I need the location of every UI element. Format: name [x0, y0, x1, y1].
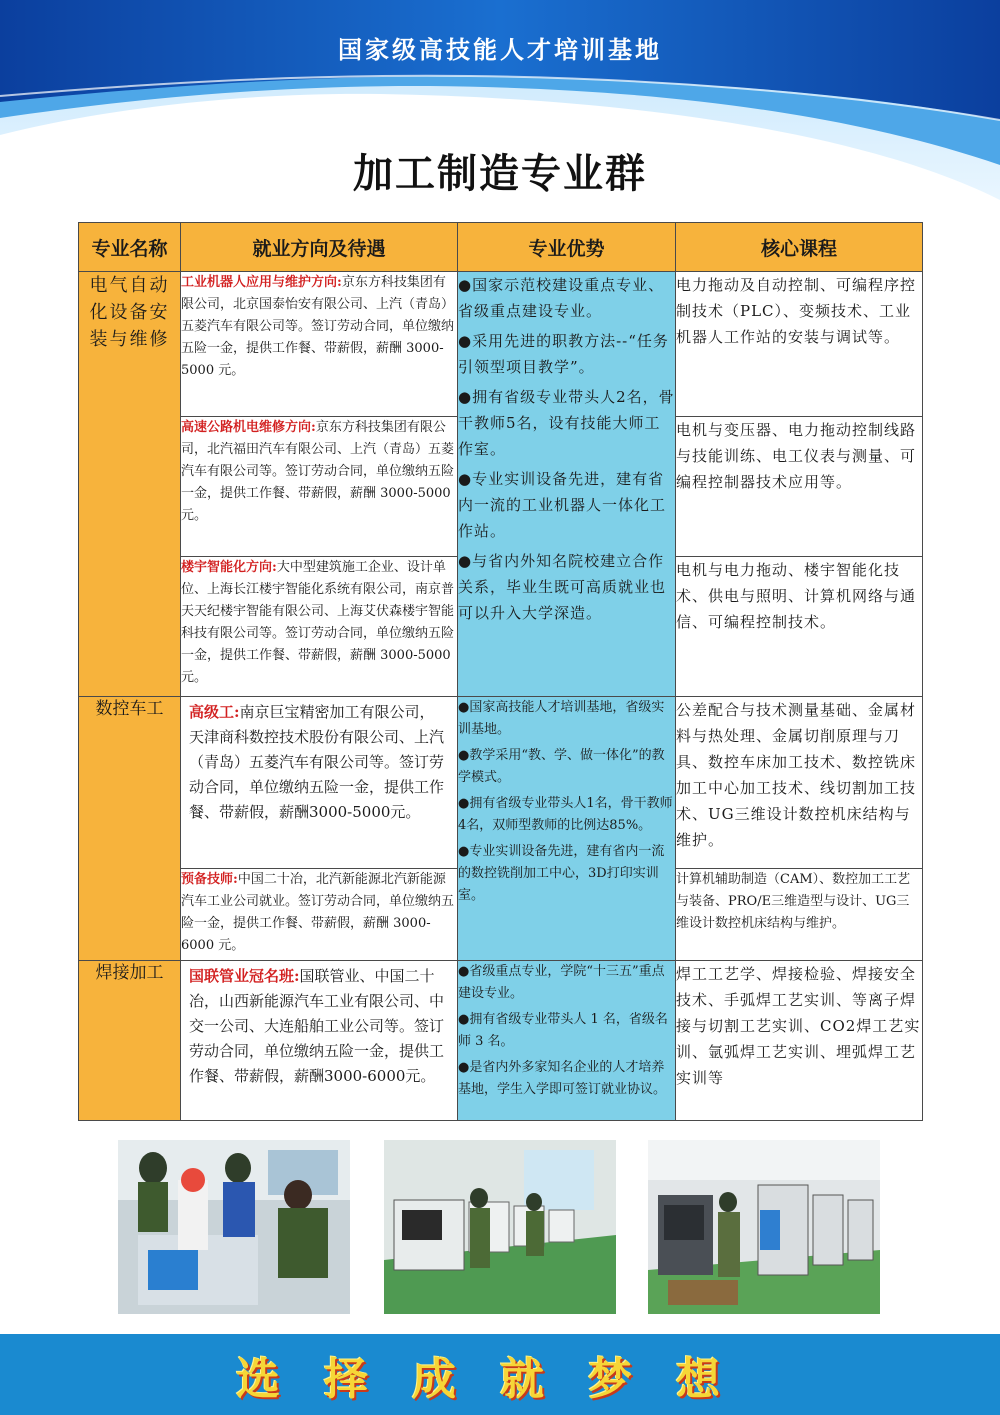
employment-cell — [181, 557, 458, 697]
major-name-cell: 焊接加工 — [79, 961, 181, 1121]
course-cell: 计算机辅助制造（CAM）、数控加工工艺与装备、PRO/E三维造型与设计、UG三维设计数控机床结构与维护。 — [676, 869, 923, 961]
course-cell: 公差配合与技术测量基础、金属材料与热处理、金属切削原理与刀具、数控车床加工技术、数控铣床加工中心加工技术、线切割加工技术、UG三维设计数控机床结构与维护。 — [676, 697, 923, 869]
course-cell: 电机与变压器、电力拖动控制线路与技能训练、电工仪表与测量、可编程控制器技术应用等。 — [676, 417, 923, 557]
advantages-cell — [458, 961, 676, 1121]
course-cell: 电力拖动及自动控制、可编程序控制技术（PLC）、变频技术、工业机器人工作站的安装与调试等。 — [676, 272, 923, 417]
table-row — [79, 961, 923, 1121]
header-major-name: 专业名称 — [79, 223, 181, 272]
advantage-item: ●省级重点专业，学院“十三五”重点建设专业。 — [458, 964, 665, 1001]
employment-cell — [181, 417, 458, 557]
advantage-item: ●是省内外多家知名企业的人才培养基地，学生入学即可签订就业协议。 — [458, 1060, 667, 1097]
employment-cell — [181, 272, 458, 417]
advantage-item: ●拥有省级专业带头人 1 名，省级名师 3 名。 — [458, 1012, 668, 1049]
advantage-item: ●专业实训设备先进，建有省内一流的数控铣削加工中心，3D打印实训室。 — [458, 844, 665, 903]
advantage-item: ●与省内外知名院校建立合作关系，毕业生既可高质就业也可以升入大学深造。 — [458, 552, 667, 622]
advantage-item: ●拥有省级专业带头人1名，骨干教师4名，双师型教师的比例达85%。 — [458, 796, 673, 833]
direction-label: 高级工: — [189, 703, 240, 721]
direction-label: 国联管业冠名班: — [189, 967, 300, 985]
direction-label: 工业机器人应用与维护方向: — [181, 275, 342, 290]
direction-label: 高速公路机电维修方向: — [181, 420, 316, 435]
major-name-cell: 数控车工 — [79, 697, 181, 961]
advantage-item: ●专业实训设备先进，建有省内一流的工业机器人一体化工作站。 — [458, 470, 667, 540]
direction-text: 中国二十冶，北汽新能源北汽新能源汽车工业公司就业。签订劳动合同，单位缴纳五险一金，提供工作餐、带薪假，薪酬 3000-6000 元。 — [181, 872, 455, 953]
banner-title: 国家级高技能人才培训基地 — [338, 36, 662, 64]
header-core-courses: 核心课程 — [676, 223, 923, 272]
major-name-line: 电气自动 — [89, 275, 170, 296]
advantage-item: ●国家高技能人才培训基地，省级实训基地。 — [458, 700, 665, 737]
direction-text: 国联管业、中国二十冶，山西新能源汽车工业有限公司、中交一公司、大连船舶工业公司等。签订劳动合同，单位缴纳五险一金，提供工作餐、带薪假，薪酬3000-6000元。 — [189, 967, 445, 1085]
advantages-cell — [458, 697, 676, 961]
table-header-row — [79, 223, 923, 272]
major-name-line: 装与维修 — [89, 329, 170, 350]
advantage-item: ●采用先进的职教方法--“任务引领型项目教学”。 — [458, 332, 669, 376]
advantage-item: ●国家示范校建设重点专业、省级重点建设专业。 — [458, 276, 665, 320]
advantages-cell — [458, 272, 676, 697]
major-name-cell — [79, 272, 181, 697]
major-name-line: 化设备安 — [89, 302, 170, 323]
header-advantages: 专业优势 — [458, 223, 676, 272]
course-cell: 焊工工艺学、焊接检验、焊接安全技术、手弧焊工艺实训、等离子焊接与切割工艺实训、CO2焊工艺实训、氩弧焊工艺实训、埋弧焊工艺实训等 — [676, 961, 923, 1121]
direction-text: 京东方科技集团有限公司，北京国泰怡安有限公司、上汽（青岛）五菱汽车有限公司等。签订劳动合同，单位缴纳五险一金，提供工作餐、带薪假，薪酬 3000-5000 元。 — [181, 275, 455, 378]
advantage-item: ●拥有省级专业带头人2名，骨干教师5名，设有技能大师工作室。 — [458, 388, 675, 458]
advantage-item: ●教学采用“教、学、做一体化”的教学模式。 — [458, 748, 665, 785]
majors-table — [78, 222, 923, 1121]
table-row — [79, 697, 923, 869]
cnc-lathe-workshop-photo — [384, 1140, 616, 1314]
robot-lab-photo — [118, 1140, 350, 1314]
course-cell: 电机与电力拖动、楼宇智能化技术、供电与照明、计算机网络与通信、可编程控制技术。 — [676, 557, 923, 697]
page-title: 加工制造专业群 — [353, 150, 647, 197]
direction-label: 预备技师: — [181, 872, 238, 887]
machining-center-workshop-photo — [648, 1140, 880, 1314]
footer-slogan: 选择成就梦想 — [236, 1354, 764, 1405]
direction-text: 大中型建筑施工企业、设计单位、上海长江楼宇智能化系统有限公司，南京普天天纪楼宇智能有限公司、上海艾伏森楼宇智能科技有限公司等。签订劳动合同，单位缴纳五险一金，提供工作餐、带薪假，薪酬 3000-5000 元。 — [181, 560, 455, 685]
employment-cell — [181, 869, 458, 961]
direction-text: 南京巨宝精密加工有限公司，天津商科数控技术股份有限公司、上汽（青岛）五菱汽车有限公司等。签订劳动合同，单位缴纳五险一金，提供工作餐、带薪假，薪酬3000-5000元。 — [189, 703, 445, 821]
header-employment: 就业方向及待遇 — [181, 223, 458, 272]
table-row — [79, 272, 923, 417]
employment-cell — [181, 697, 458, 869]
direction-text: 京东方科技集团有限公司，北汽福田汽车有限公司、上汽（青岛）五菱汽车有限公司等。签订劳动合同，单位缴纳五险一金，提供工作餐、带薪假，薪酬 3000-5000 元。 — [181, 420, 455, 523]
employment-cell — [181, 961, 458, 1121]
direction-label: 楼宇智能化方向: — [181, 560, 277, 575]
